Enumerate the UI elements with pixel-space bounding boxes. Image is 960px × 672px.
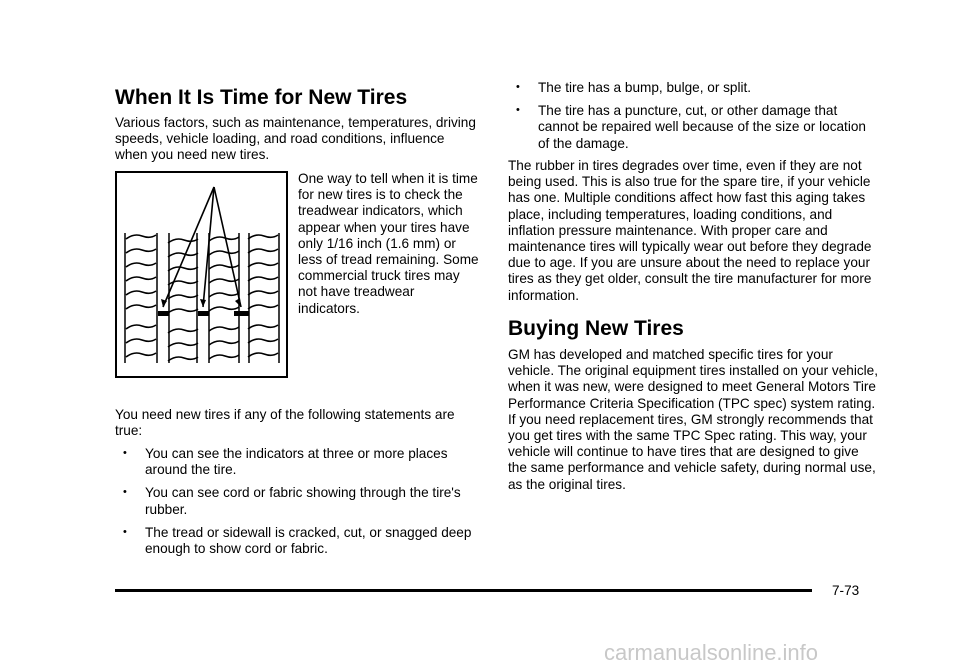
treadwear-indicator-figure xyxy=(115,171,288,378)
tire-tread-illustration xyxy=(117,173,286,376)
tire-aging-paragraph: The rubber in tires degrades over time, even if they are not being used. This is also true for the spare tire, if your vehicle has one. Multiple conditions affect how fast this aging takes place, including temperatures, loading conditions, and inflation pressure maintenance. With proper care and maintenance tires will typically wear out before they degrade due to age. If you are unsure about the need to replace your tires as they get older, consult the tire manufacturer for more information. xyxy=(508,158,872,303)
heading-new-tires: When It Is Time for New Tires xyxy=(115,86,408,109)
watermark: carmanualsonline.info xyxy=(604,640,819,665)
list-item: • The tread or sidewall is cracked, cut, or snagged deep enough to show cord or fabric. xyxy=(123,524,472,557)
buying-tires-paragraph: GM has developed and matched specific tires for your vehicle. The original equipment tires installed on your vehicle, when it was new, were designed to meet General Motors Tire Performance Criteria Specification (TPC spec) system rating. If you need replacement tires, GM strongly recommends that you get tires with the same TPC Spec rating. This way, your vehicle will continue to have tires that are designed to give the same performance and vehicle safety, during normal use, as the original tires. xyxy=(508,347,879,492)
bullet-glyph: • xyxy=(516,104,520,117)
footer-rule xyxy=(115,589,812,592)
list-item: • You can see the indicators at three or more places around the tire. xyxy=(123,446,448,478)
list-item: • The tire has a puncture, cut, or other damage that cannot be repaired well because of the size or location of the damage. xyxy=(516,103,866,151)
new-tires-list-intro: You need new tires if any of the following statements are true: xyxy=(115,407,455,439)
heading-buying-new-tires: Buying New Tires xyxy=(508,317,684,340)
list-item: • The tire has a bump, bulge, or split. xyxy=(516,80,752,95)
damage-conditions-list xyxy=(508,80,880,159)
page-number: 7-73 xyxy=(832,583,860,598)
bullet-glyph: • xyxy=(123,486,127,499)
intro-paragraph: Various factors, such as maintenance, temperatures, driving speeds, vehicle loading, and road conditions, influence when you need new tires. xyxy=(115,115,476,163)
bullet-glyph: • xyxy=(123,525,127,538)
bullet-glyph: • xyxy=(516,81,520,93)
list-item: • You can see cord or fabric showing through the tire's rubber. xyxy=(123,485,461,517)
bullet-glyph: • xyxy=(123,447,127,459)
new-tires-conditions-list xyxy=(115,446,477,564)
treadwear-indicator-text: One way to tell when it is time for new tires is to check the treadwear indicators, which appear when your tires have only 1/16 inch (1.6 mm) or less of tread remaining. Some commercial truck tires may not have treadwear indicators. xyxy=(298,171,479,316)
